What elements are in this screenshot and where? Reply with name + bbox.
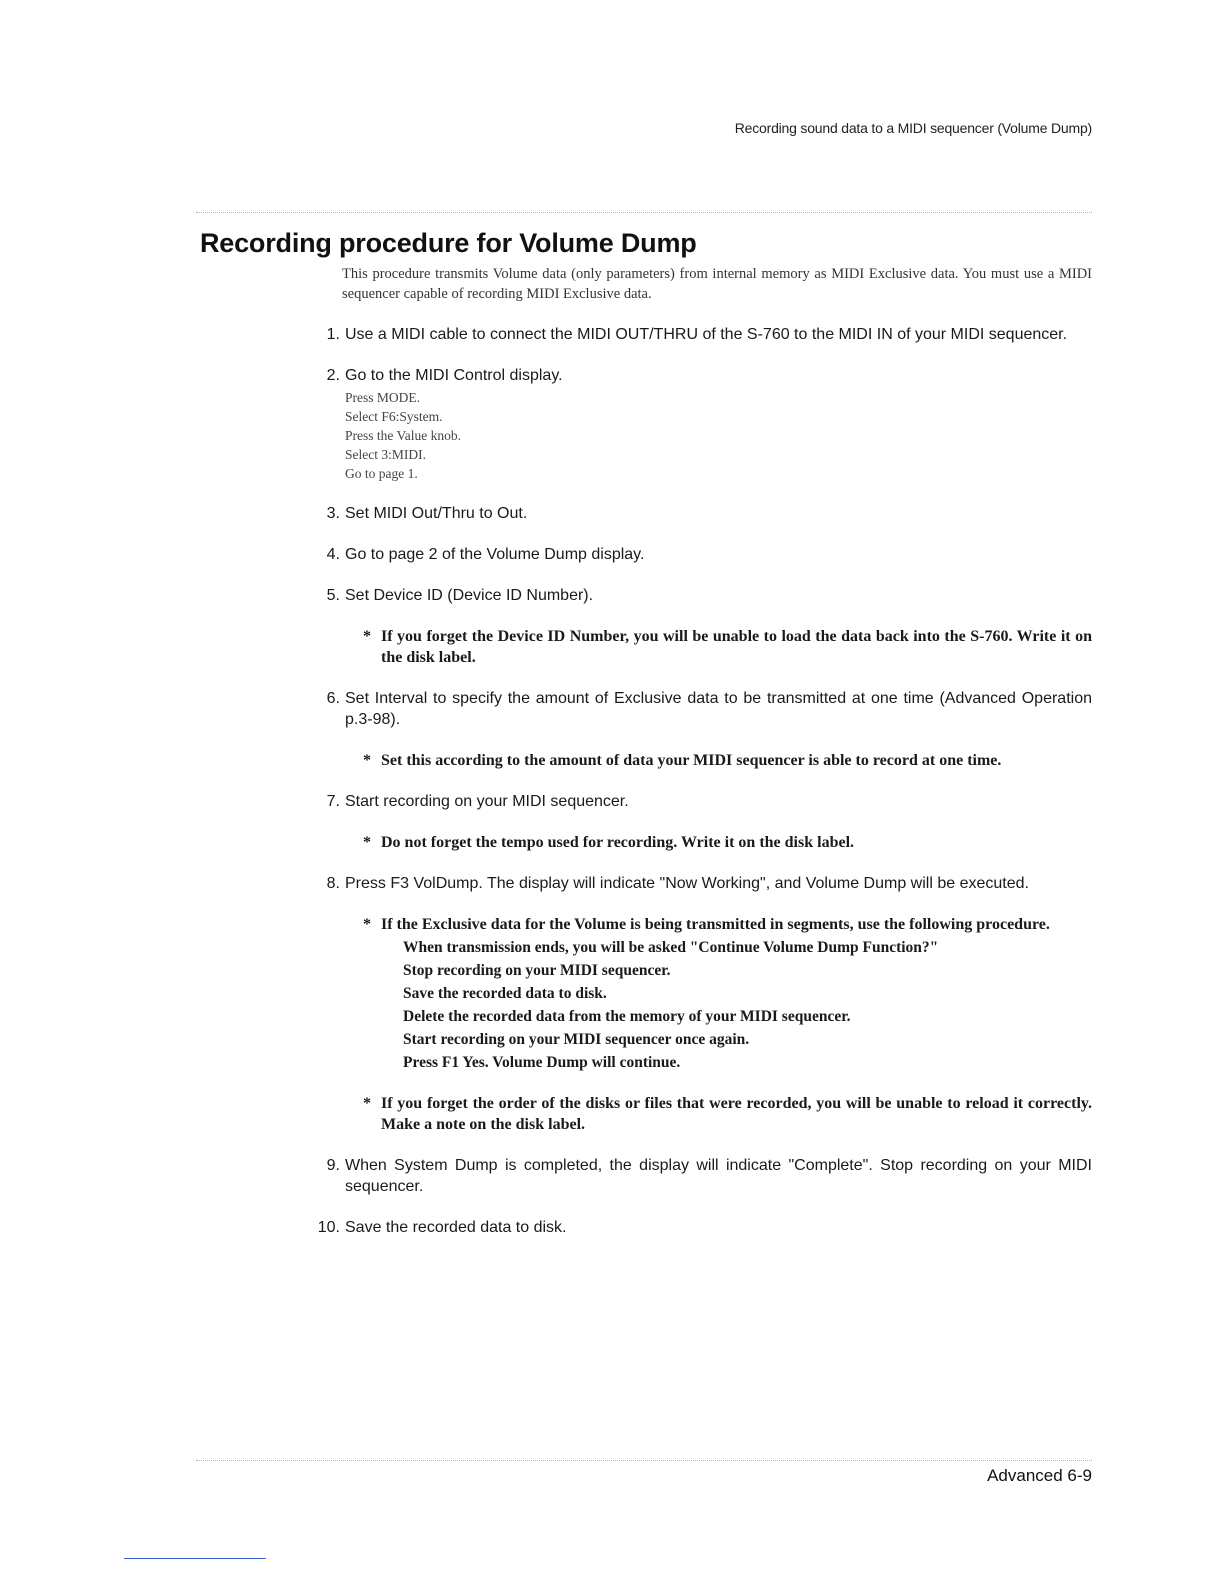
note-subline: Delete the recorded data from the memory of your MIDI sequencer. bbox=[403, 1008, 851, 1025]
substep-line: Select F6:System. bbox=[345, 409, 443, 424]
step-text: Set Interval to specify the amount of Exclusive data to be transmitted at one time (Advanced Operation p.3-98). bbox=[345, 690, 1092, 728]
step-number: 2. bbox=[326, 367, 340, 384]
step-number: 8. bbox=[326, 875, 340, 892]
note-text: If you forget the Device ID Number, you will be unable to load the data back into the S-760. Write it on the disk label. bbox=[381, 628, 1092, 666]
step-text: Set MIDI Out/Thru to Out. bbox=[345, 505, 528, 522]
content-column bbox=[310, 264, 1092, 1258]
top-rule bbox=[196, 212, 1092, 213]
step-item bbox=[310, 585, 1092, 668]
step-number: 7. bbox=[326, 793, 340, 810]
substep-line: Press MODE. bbox=[345, 390, 421, 405]
note-subline: Save the recorded data to disk. bbox=[403, 985, 607, 1002]
note-subline: Start recording on your MIDI sequencer once again. bbox=[403, 1031, 750, 1048]
note bbox=[363, 626, 1092, 668]
note-text: Do not forget the tempo used for recording. Write it on the disk label. bbox=[381, 834, 855, 851]
step-item bbox=[310, 791, 1092, 853]
step-item bbox=[310, 873, 1092, 1135]
note bbox=[363, 914, 1092, 1073]
note-subline: When transmission ends, you will be asked "Continue Volume Dump Function?" bbox=[403, 939, 939, 956]
step-number: 3. bbox=[326, 505, 340, 522]
step-number: 6. bbox=[326, 690, 340, 707]
step-item bbox=[310, 324, 1092, 345]
step-item bbox=[310, 365, 1092, 483]
asterisk-icon: * bbox=[363, 628, 371, 645]
step-number: 1. bbox=[326, 326, 340, 343]
substep-line: Press the Value knob. bbox=[345, 428, 461, 443]
running-head: Recording sound data to a MIDI sequencer (Volume Dump) bbox=[734, 120, 1092, 136]
step-number: 9. bbox=[326, 1157, 340, 1174]
note bbox=[363, 1093, 1092, 1135]
note-text: If you forget the order of the disks or files that were recorded, you will be unable to reload it correctly. Make a note on the disk label. bbox=[381, 1095, 1092, 1133]
step-text: Use a MIDI cable to connect the MIDI OUT/THRU of the S-760 to the MIDI IN of your MIDI sequencer. bbox=[345, 326, 1068, 343]
note bbox=[363, 832, 1092, 853]
step-item bbox=[310, 544, 1092, 565]
substep-list bbox=[345, 388, 1092, 483]
step-item bbox=[310, 1155, 1092, 1197]
step-number: 4. bbox=[326, 546, 340, 563]
note-text: If the Exclusive data for the Volume is being transmitted in segments, use the following procedure. bbox=[381, 916, 1050, 933]
step-text: Save the recorded data to disk. bbox=[345, 1219, 567, 1236]
step-number: 5. bbox=[326, 587, 340, 604]
asterisk-icon: * bbox=[363, 1095, 371, 1112]
substep-line: Select 3:MIDI. bbox=[345, 447, 426, 462]
asterisk-icon: * bbox=[363, 834, 371, 851]
note bbox=[363, 750, 1092, 771]
page-number: Advanced 6-9 bbox=[987, 1466, 1092, 1485]
footnote-line bbox=[124, 1558, 266, 1559]
step-item bbox=[310, 503, 1092, 524]
step-text: Go to the MIDI Control display. bbox=[345, 367, 563, 384]
step-text: Go to page 2 of the Volume Dump display. bbox=[345, 546, 645, 563]
step-number: 10. bbox=[317, 1219, 340, 1236]
step-text: Press F3 VolDump. The display will indicate "Now Working", and Volume Dump will be executed. bbox=[345, 875, 1029, 892]
substep-line: Go to page 1. bbox=[345, 466, 418, 481]
procedure-steps bbox=[310, 324, 1092, 1238]
step-text: When System Dump is completed, the display will indicate "Complete". Stop recording on your MIDI sequencer. bbox=[345, 1157, 1092, 1195]
note-subline: Press F1 Yes. Volume Dump will continue. bbox=[403, 1054, 681, 1071]
asterisk-icon: * bbox=[363, 916, 371, 933]
section-title: Recording procedure for Volume Dump bbox=[200, 228, 697, 258]
step-text: Set Device ID (Device ID Number). bbox=[345, 587, 594, 604]
step-text: Start recording on your MIDI sequencer. bbox=[345, 793, 629, 810]
intro-paragraph: This procedure transmits Volume data (only parameters) from internal memory as MIDI Exclusive data. You must use a MIDI sequencer capable of recording MIDI Exclusive data. bbox=[342, 266, 1092, 302]
step-item bbox=[310, 688, 1092, 771]
asterisk-icon: * bbox=[363, 752, 371, 769]
note-subline: Stop recording on your MIDI sequencer. bbox=[403, 962, 671, 979]
note-text: Set this according to the amount of data your MIDI sequencer is able to record at one time. bbox=[381, 752, 1002, 769]
bottom-rule bbox=[196, 1460, 1092, 1461]
step-item bbox=[310, 1217, 1092, 1238]
